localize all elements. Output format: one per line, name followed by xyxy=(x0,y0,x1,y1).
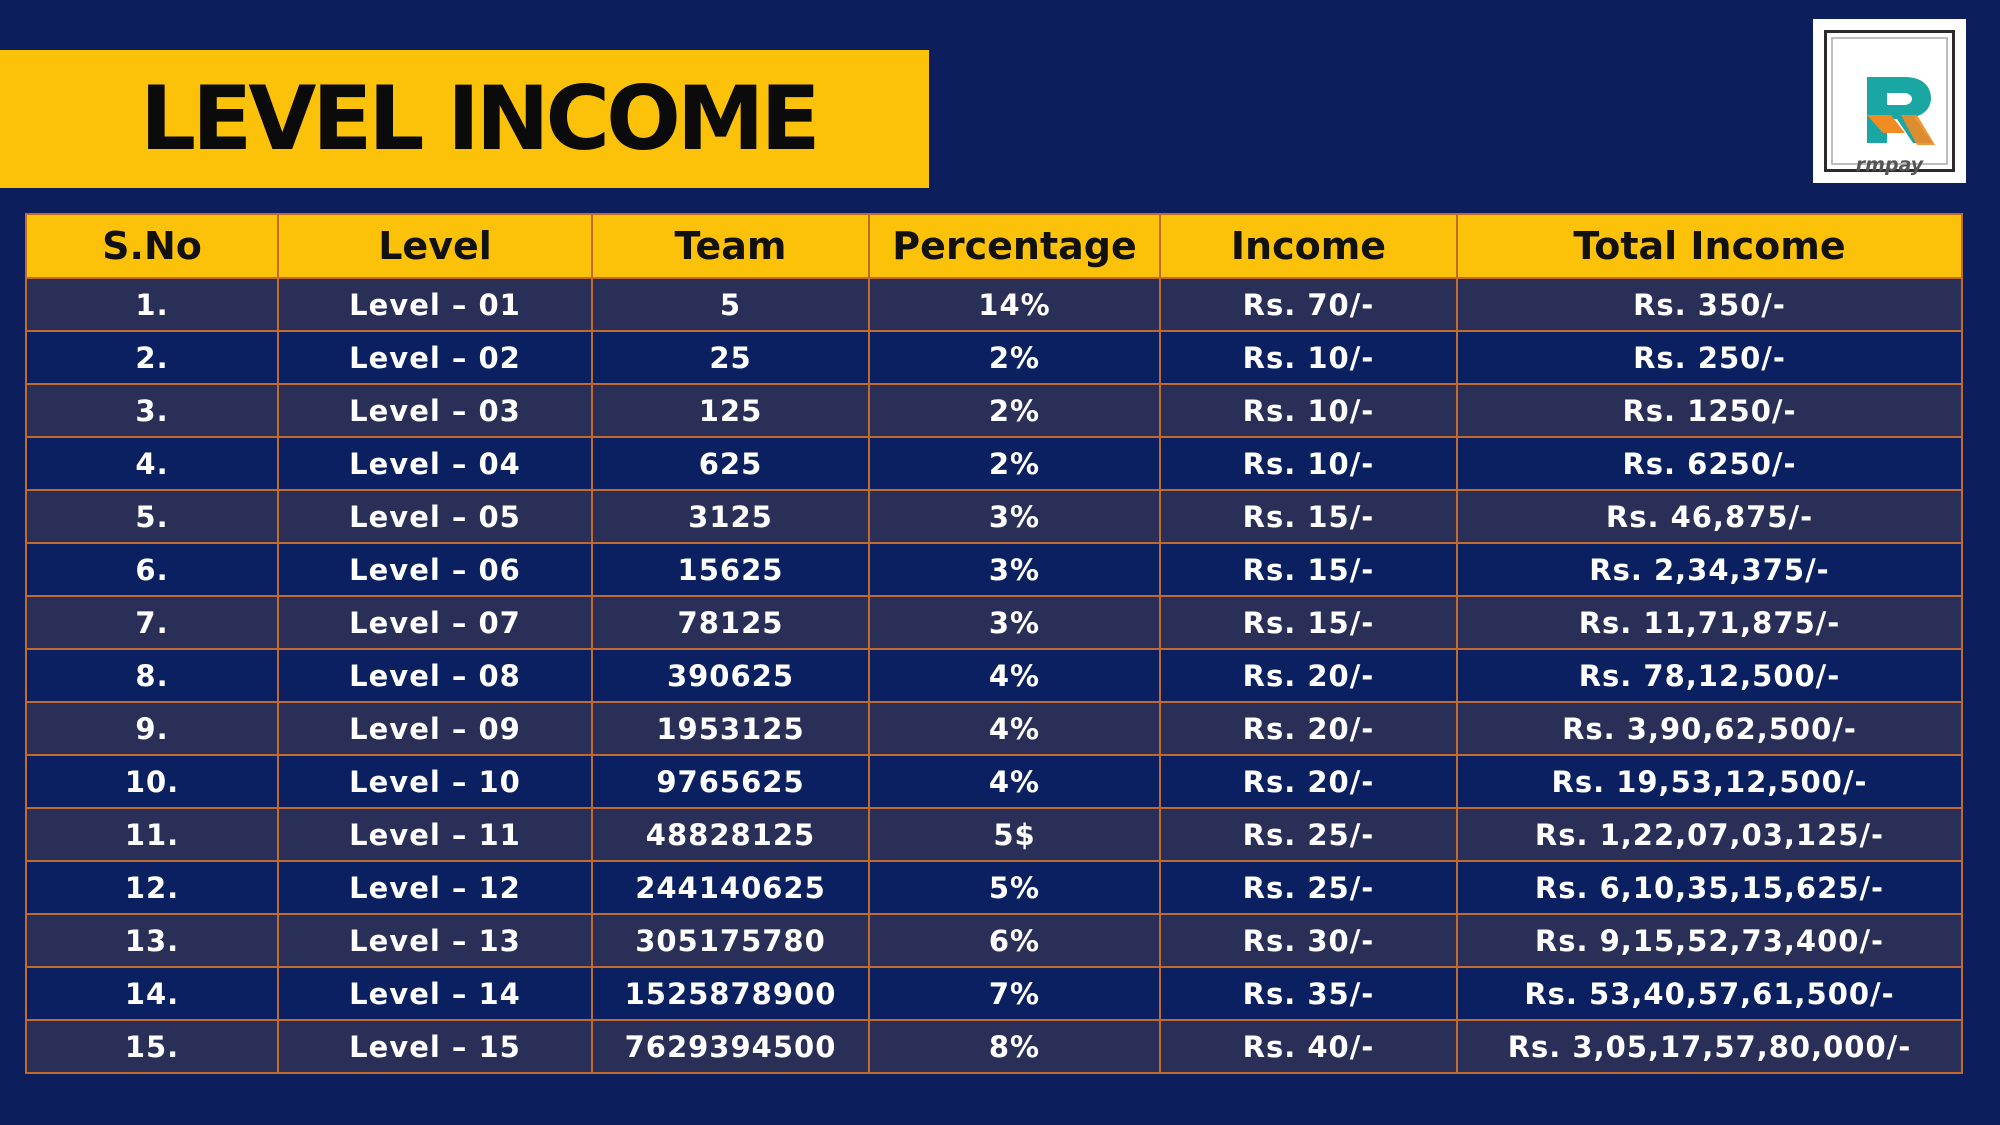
cell-income: Rs. 25/- xyxy=(1160,861,1457,914)
cell-sno: 15. xyxy=(26,1020,278,1073)
cell-income: Rs. 70/- xyxy=(1160,278,1457,331)
cell-percentage: 3% xyxy=(869,490,1160,543)
cell-income: Rs. 40/- xyxy=(1160,1020,1457,1073)
header-total-income: Total Income xyxy=(1457,214,1962,278)
cell-percentage: 4% xyxy=(869,702,1160,755)
cell-team: 78125 xyxy=(592,596,869,649)
cell-percentage: 2% xyxy=(869,384,1160,437)
table-row xyxy=(26,384,1962,437)
cell-income: Rs. 15/- xyxy=(1160,596,1457,649)
cell-income: Rs. 30/- xyxy=(1160,914,1457,967)
cell-total-income: Rs. 11,71,875/- xyxy=(1457,596,1962,649)
page-title: LEVEL INCOME xyxy=(140,67,817,170)
cell-sno: 9. xyxy=(26,702,278,755)
cell-sno: 13. xyxy=(26,914,278,967)
cell-sno: 8. xyxy=(26,649,278,702)
cell-total-income: Rs. 250/- xyxy=(1457,331,1962,384)
cell-income: Rs. 25/- xyxy=(1160,808,1457,861)
cell-sno: 6. xyxy=(26,543,278,596)
cell-income: Rs. 15/- xyxy=(1160,490,1457,543)
cell-income: Rs. 10/- xyxy=(1160,331,1457,384)
cell-percentage: 2% xyxy=(869,331,1160,384)
cell-level: Level – 03 xyxy=(278,384,592,437)
cell-income: Rs. 35/- xyxy=(1160,967,1457,1020)
cell-total-income: Rs. 9,15,52,73,400/- xyxy=(1457,914,1962,967)
cell-level: Level – 01 xyxy=(278,278,592,331)
table-body xyxy=(26,278,1962,1073)
table-header-row xyxy=(26,214,1962,278)
cell-income: Rs. 10/- xyxy=(1160,437,1457,490)
header-sno: S.No xyxy=(26,214,278,278)
cell-level: Level – 02 xyxy=(278,331,592,384)
header-level: Level xyxy=(278,214,592,278)
table-row xyxy=(26,437,1962,490)
cell-total-income: Rs. 2,34,375/- xyxy=(1457,543,1962,596)
cell-level: Level – 14 xyxy=(278,967,592,1020)
cell-income: Rs. 20/- xyxy=(1160,755,1457,808)
cell-team: 305175780 xyxy=(592,914,869,967)
header-team: Team xyxy=(592,214,869,278)
cell-sno: 4. xyxy=(26,437,278,490)
cell-total-income: Rs. 46,875/- xyxy=(1457,490,1962,543)
title-banner xyxy=(0,50,929,188)
table-row xyxy=(26,543,1962,596)
table-row xyxy=(26,702,1962,755)
cell-percentage: 3% xyxy=(869,543,1160,596)
header-income: Income xyxy=(1160,214,1457,278)
cell-team: 125 xyxy=(592,384,869,437)
cell-level: Level – 13 xyxy=(278,914,592,967)
cell-percentage: 4% xyxy=(869,649,1160,702)
cell-team: 1953125 xyxy=(592,702,869,755)
cell-percentage: 7% xyxy=(869,967,1160,1020)
cell-level: Level – 07 xyxy=(278,596,592,649)
table-row xyxy=(26,490,1962,543)
cell-team: 3125 xyxy=(592,490,869,543)
logo-text: rmpay xyxy=(1855,154,1924,176)
cell-level: Level – 10 xyxy=(278,755,592,808)
table-row xyxy=(26,755,1962,808)
cell-level: Level – 04 xyxy=(278,437,592,490)
cell-sno: 3. xyxy=(26,384,278,437)
cell-percentage: 8% xyxy=(869,1020,1160,1073)
cell-level: Level – 06 xyxy=(278,543,592,596)
cell-sno: 10. xyxy=(26,755,278,808)
table-row xyxy=(26,808,1962,861)
cell-level: Level – 15 xyxy=(278,1020,592,1073)
cell-team: 625 xyxy=(592,437,869,490)
cell-percentage: 6% xyxy=(869,914,1160,967)
cell-team: 15625 xyxy=(592,543,869,596)
table-row xyxy=(26,914,1962,967)
cell-total-income: Rs. 6,10,35,15,625/- xyxy=(1457,861,1962,914)
cell-total-income: Rs. 1,22,07,03,125/- xyxy=(1457,808,1962,861)
cell-team: 390625 xyxy=(592,649,869,702)
cell-total-income: Rs. 1250/- xyxy=(1457,384,1962,437)
cell-sno: 7. xyxy=(26,596,278,649)
cell-team: 5 xyxy=(592,278,869,331)
cell-level: Level – 11 xyxy=(278,808,592,861)
table-row xyxy=(26,861,1962,914)
logo xyxy=(1813,19,1966,183)
table-row xyxy=(26,649,1962,702)
cell-income: Rs. 20/- xyxy=(1160,702,1457,755)
cell-total-income: Rs. 3,05,17,57,80,000/- xyxy=(1457,1020,1962,1073)
cell-total-income: Rs. 78,12,500/- xyxy=(1457,649,1962,702)
cell-team: 7629394500 xyxy=(592,1020,869,1073)
logo-frame xyxy=(1824,30,1955,176)
table-row xyxy=(26,1020,1962,1073)
cell-total-income: Rs. 19,53,12,500/- xyxy=(1457,755,1962,808)
cell-percentage: 5% xyxy=(869,861,1160,914)
cell-team: 9765625 xyxy=(592,755,869,808)
table-row xyxy=(26,967,1962,1020)
cell-team: 48828125 xyxy=(592,808,869,861)
cell-level: Level – 05 xyxy=(278,490,592,543)
cell-sno: 2. xyxy=(26,331,278,384)
rmpay-r-logo-icon xyxy=(1861,71,1941,151)
cell-team: 244140625 xyxy=(592,861,869,914)
cell-sno: 1. xyxy=(26,278,278,331)
cell-team: 1525878900 xyxy=(592,967,869,1020)
cell-percentage: 14% xyxy=(869,278,1160,331)
cell-income: Rs. 10/- xyxy=(1160,384,1457,437)
cell-income: Rs. 20/- xyxy=(1160,649,1457,702)
cell-percentage: 5$ xyxy=(869,808,1160,861)
cell-level: Level – 12 xyxy=(278,861,592,914)
cell-sno: 12. xyxy=(26,861,278,914)
cell-level: Level – 09 xyxy=(278,702,592,755)
cell-team: 25 xyxy=(592,331,869,384)
cell-income: Rs. 15/- xyxy=(1160,543,1457,596)
cell-total-income: Rs. 6250/- xyxy=(1457,437,1962,490)
level-income-table xyxy=(25,213,1963,1074)
cell-total-income: Rs. 3,90,62,500/- xyxy=(1457,702,1962,755)
cell-percentage: 2% xyxy=(869,437,1160,490)
table-row xyxy=(26,596,1962,649)
cell-sno: 14. xyxy=(26,967,278,1020)
cell-percentage: 4% xyxy=(869,755,1160,808)
cell-level: Level – 08 xyxy=(278,649,592,702)
cell-sno: 5. xyxy=(26,490,278,543)
cell-total-income: Rs. 53,40,57,61,500/- xyxy=(1457,967,1962,1020)
table-row xyxy=(26,278,1962,331)
cell-percentage: 3% xyxy=(869,596,1160,649)
cell-sno: 11. xyxy=(26,808,278,861)
table-row xyxy=(26,331,1962,384)
header-percentage: Percentage xyxy=(869,214,1160,278)
cell-total-income: Rs. 350/- xyxy=(1457,278,1962,331)
